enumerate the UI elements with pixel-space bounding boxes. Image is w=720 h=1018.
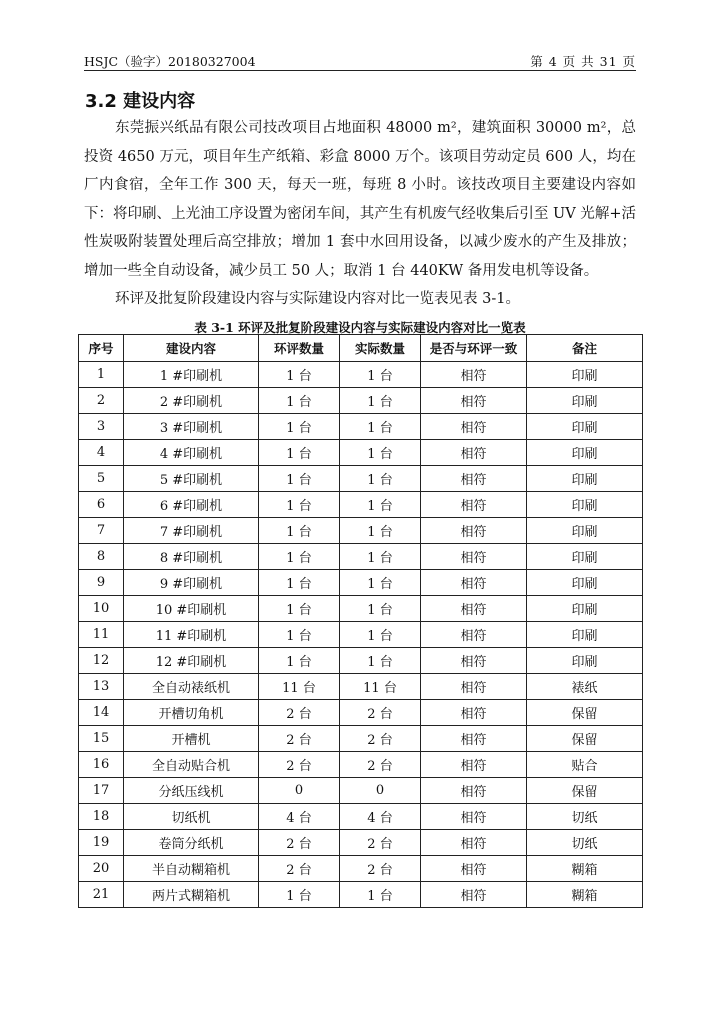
table-row bbox=[79, 440, 643, 466]
header-cell: 序号 bbox=[79, 335, 124, 362]
table-cell: 10 #印刷机 bbox=[124, 596, 259, 622]
table-row bbox=[79, 674, 643, 700]
table-cell: 相符 bbox=[421, 648, 527, 674]
table-cell: 5 #印刷机 bbox=[124, 466, 259, 492]
table-cell: 相符 bbox=[421, 700, 527, 726]
table-row bbox=[79, 752, 643, 778]
table-cell: 分纸压线机 bbox=[124, 778, 259, 804]
table-cell: 相符 bbox=[421, 362, 527, 388]
table-cell: 20 bbox=[79, 856, 124, 882]
table-cell: 12 #印刷机 bbox=[124, 648, 259, 674]
table-cell: 1 台 bbox=[259, 518, 340, 544]
table-cell: 11 bbox=[79, 622, 124, 648]
table-cell: 4 bbox=[79, 440, 124, 466]
table-cell: 2 台 bbox=[340, 726, 421, 752]
table-cell: 相符 bbox=[421, 856, 527, 882]
table-cell: 相符 bbox=[421, 492, 527, 518]
table-cell: 印刷 bbox=[527, 622, 643, 648]
table-cell: 0 bbox=[340, 778, 421, 804]
table-cell: 相符 bbox=[421, 882, 527, 908]
table-row bbox=[79, 778, 643, 804]
table-row bbox=[79, 856, 643, 882]
table-cell: 8 bbox=[79, 544, 124, 570]
table-cell: 1 bbox=[79, 362, 124, 388]
table-cell: 相符 bbox=[421, 830, 527, 856]
table-cell: 2 台 bbox=[259, 700, 340, 726]
table-cell: 4 台 bbox=[259, 804, 340, 830]
table-cell: 相符 bbox=[421, 544, 527, 570]
table-cell: 6 #印刷机 bbox=[124, 492, 259, 518]
table-row bbox=[79, 518, 643, 544]
table-cell: 1 台 bbox=[340, 596, 421, 622]
table-cell: 12 bbox=[79, 648, 124, 674]
table-cell: 印刷 bbox=[527, 518, 643, 544]
table-cell: 糊箱 bbox=[527, 882, 643, 908]
table-cell: 19 bbox=[79, 830, 124, 856]
table-cell: 保留 bbox=[527, 726, 643, 752]
header-cell: 环评数量 bbox=[259, 335, 340, 362]
table-cell: 2 台 bbox=[340, 830, 421, 856]
table-cell: 2 台 bbox=[259, 856, 340, 882]
table-cell: 相符 bbox=[421, 440, 527, 466]
table-cell: 6 bbox=[79, 492, 124, 518]
table-cell: 相符 bbox=[421, 752, 527, 778]
table-row bbox=[79, 700, 643, 726]
table-cell: 7 bbox=[79, 518, 124, 544]
table-cell: 1 台 bbox=[340, 882, 421, 908]
table-cell: 相符 bbox=[421, 388, 527, 414]
table-cell: 1 台 bbox=[259, 570, 340, 596]
table-cell: 全自动贴合机 bbox=[124, 752, 259, 778]
table-cell: 10 bbox=[79, 596, 124, 622]
table-cell: 相符 bbox=[421, 674, 527, 700]
table-cell: 4 台 bbox=[340, 804, 421, 830]
table-cell: 8 #印刷机 bbox=[124, 544, 259, 570]
table-row bbox=[79, 648, 643, 674]
table-row bbox=[79, 804, 643, 830]
table-cell: 2 台 bbox=[259, 830, 340, 856]
body-paragraph: 环评及批复阶段建设内容与实际建设内容对比一览表见表 3-1。 bbox=[115, 291, 520, 307]
table-row bbox=[79, 492, 643, 518]
table-row bbox=[79, 830, 643, 856]
table-cell: 9 #印刷机 bbox=[124, 570, 259, 596]
table-cell: 印刷 bbox=[527, 362, 643, 388]
table-cell: 1 台 bbox=[340, 362, 421, 388]
table-cell: 2 台 bbox=[340, 752, 421, 778]
table-cell: 1 台 bbox=[259, 492, 340, 518]
table-cell: 相符 bbox=[421, 518, 527, 544]
section-title: 3.2 建设内容 bbox=[85, 91, 196, 112]
table-cell: 5 bbox=[79, 466, 124, 492]
table-cell: 1 台 bbox=[259, 544, 340, 570]
table-row bbox=[79, 544, 643, 570]
table-cell: 印刷 bbox=[527, 648, 643, 674]
table-cell: 印刷 bbox=[527, 466, 643, 492]
table-cell: 0 bbox=[259, 778, 340, 804]
header-cell: 建设内容 bbox=[124, 335, 259, 362]
table-cell: 11 台 bbox=[259, 674, 340, 700]
table-cell: 1 台 bbox=[259, 596, 340, 622]
table-cell: 2 #印刷机 bbox=[124, 388, 259, 414]
table-cell: 两片式糊箱机 bbox=[124, 882, 259, 908]
table-row bbox=[79, 882, 643, 908]
table-caption: 表 3-1 环评及批复阶段建设内容与实际建设内容对比一览表 bbox=[194, 320, 526, 335]
table-cell: 1 台 bbox=[259, 622, 340, 648]
table-row bbox=[79, 414, 643, 440]
header-cell: 是否与环评一致 bbox=[421, 335, 527, 362]
table-cell: 13 bbox=[79, 674, 124, 700]
table-cell: 印刷 bbox=[527, 570, 643, 596]
table-cell: 17 bbox=[79, 778, 124, 804]
table-row bbox=[79, 596, 643, 622]
report-number: HSJC（验字）20180327004 bbox=[84, 54, 256, 69]
table-cell: 1 台 bbox=[340, 388, 421, 414]
table-cell: 印刷 bbox=[527, 414, 643, 440]
table-cell: 切纸机 bbox=[124, 804, 259, 830]
table-row bbox=[79, 362, 643, 388]
page-number: 第 4 页 共 31 页 bbox=[530, 54, 636, 69]
page-header bbox=[84, 50, 636, 71]
table-cell: 2 bbox=[79, 388, 124, 414]
table-cell: 卷筒分纸机 bbox=[124, 830, 259, 856]
table-cell: 2 台 bbox=[259, 726, 340, 752]
table-cell: 保留 bbox=[527, 700, 643, 726]
table-cell: 相符 bbox=[421, 622, 527, 648]
table-cell: 1 台 bbox=[259, 362, 340, 388]
table-cell: 保留 bbox=[527, 778, 643, 804]
table-cell: 贴合 bbox=[527, 752, 643, 778]
table-cell: 裱纸 bbox=[527, 674, 643, 700]
table-cell: 1 台 bbox=[259, 648, 340, 674]
table-cell: 16 bbox=[79, 752, 124, 778]
table-cell: 1 台 bbox=[259, 882, 340, 908]
body-paragraph: 东莞振兴纸品有限公司技改项目占地面积 48000 m²，建筑面积 30000 m²，总投资 4650 万元，项目年生产纸箱、彩盒 8000 万个。该项目劳动定员 600 人，均在厂内食宿，全年工作 300 天，每天一班，每班 8 小时。该技改项目主要建设内容如下：将印刷、上光油工序设置为密闭车间，其产生有机废气经收集后引至 UV 光解+活性炭吸附装置处理后高空排放；增加 1 套中水回用设备，以减少废水的产生及排放；增加一些全自动设备，减少员工 50 人；取消 1 台 440KW 备用发电机等设备。 bbox=[84, 120, 636, 279]
comparison-table bbox=[78, 334, 643, 908]
table-row bbox=[79, 570, 643, 596]
table-cell: 18 bbox=[79, 804, 124, 830]
table-cell: 2 台 bbox=[340, 856, 421, 882]
table-header-row bbox=[79, 335, 643, 362]
header-cell: 实际数量 bbox=[340, 335, 421, 362]
table-cell: 1 台 bbox=[340, 440, 421, 466]
table-cell: 1 台 bbox=[259, 388, 340, 414]
table-cell: 相符 bbox=[421, 570, 527, 596]
table-cell: 9 bbox=[79, 570, 124, 596]
table-cell: 1 台 bbox=[340, 492, 421, 518]
table-cell: 相符 bbox=[421, 466, 527, 492]
table-cell: 11 #印刷机 bbox=[124, 622, 259, 648]
table-cell: 1 #印刷机 bbox=[124, 362, 259, 388]
table-cell: 1 台 bbox=[340, 414, 421, 440]
table-cell: 相符 bbox=[421, 726, 527, 752]
table-cell: 14 bbox=[79, 700, 124, 726]
table-cell: 切纸 bbox=[527, 804, 643, 830]
table-cell: 相符 bbox=[421, 778, 527, 804]
table-cell: 1 台 bbox=[340, 466, 421, 492]
table-cell: 全自动裱纸机 bbox=[124, 674, 259, 700]
table-row bbox=[79, 622, 643, 648]
table-cell: 1 台 bbox=[340, 622, 421, 648]
table-cell: 印刷 bbox=[527, 492, 643, 518]
table-cell: 开槽切角机 bbox=[124, 700, 259, 726]
table-cell: 相符 bbox=[421, 804, 527, 830]
table-cell: 开槽机 bbox=[124, 726, 259, 752]
table-cell: 切纸 bbox=[527, 830, 643, 856]
table-cell: 印刷 bbox=[527, 388, 643, 414]
table-cell: 21 bbox=[79, 882, 124, 908]
table-cell: 印刷 bbox=[527, 544, 643, 570]
table-cell: 1 台 bbox=[340, 544, 421, 570]
table-cell: 2 台 bbox=[340, 700, 421, 726]
table-cell: 糊箱 bbox=[527, 856, 643, 882]
table-row bbox=[79, 388, 643, 414]
table-cell: 印刷 bbox=[527, 440, 643, 466]
table-cell: 半自动糊箱机 bbox=[124, 856, 259, 882]
table-cell: 11 台 bbox=[340, 674, 421, 700]
table-cell: 3 bbox=[79, 414, 124, 440]
table-cell: 7 #印刷机 bbox=[124, 518, 259, 544]
table-cell: 1 台 bbox=[340, 648, 421, 674]
table-cell: 15 bbox=[79, 726, 124, 752]
table-cell: 4 #印刷机 bbox=[124, 440, 259, 466]
table-cell: 相符 bbox=[421, 596, 527, 622]
table-cell: 3 #印刷机 bbox=[124, 414, 259, 440]
header-cell: 备注 bbox=[527, 335, 643, 362]
table-cell: 1 台 bbox=[259, 466, 340, 492]
table-row bbox=[79, 466, 643, 492]
table-cell: 1 台 bbox=[259, 414, 340, 440]
table-cell: 印刷 bbox=[527, 596, 643, 622]
table-cell: 2 台 bbox=[259, 752, 340, 778]
table-cell: 1 台 bbox=[259, 440, 340, 466]
table-cell: 1 台 bbox=[340, 518, 421, 544]
table-cell: 1 台 bbox=[340, 570, 421, 596]
table-cell: 相符 bbox=[421, 414, 527, 440]
table-row bbox=[79, 726, 643, 752]
